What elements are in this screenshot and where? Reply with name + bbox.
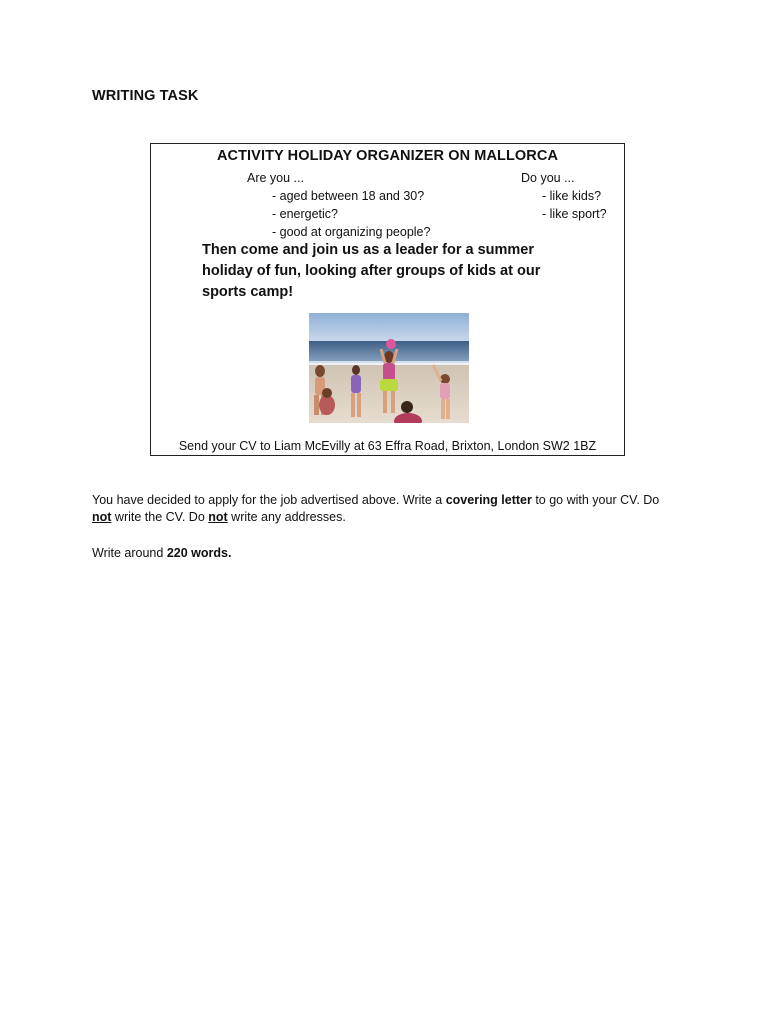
do-you-item: - like sport? <box>542 207 607 221</box>
covering-letter-emphasis: covering letter <box>445 493 532 507</box>
advert-footer: Send your CV to Liam McEvilly at 63 Effra Road, Brixton, London SW2 1BZ <box>178 439 597 453</box>
are-you-item: - good at organizing people? <box>272 225 431 239</box>
are-you-heading: Are you ... <box>247 171 304 185</box>
are-you-item: - energetic? <box>272 207 339 221</box>
are-you-item: - aged between 18 and 30? <box>272 189 425 203</box>
instruction-paragraph <box>92 492 672 526</box>
advert-box <box>150 143 625 456</box>
word-count-emphasis: 220 words. <box>166 546 232 560</box>
instruction-text: write the CV. Do <box>111 510 209 524</box>
task-instructions <box>92 492 672 562</box>
do-you-column <box>521 169 607 223</box>
instruction-text: Write around <box>92 546 167 560</box>
advert-pitch <box>202 240 592 303</box>
page-heading: WRITING TASK <box>92 88 199 104</box>
not-emphasis: not <box>208 510 228 524</box>
pitch-line: sports camp! <box>202 284 294 300</box>
do-you-item: - like kids? <box>542 189 602 203</box>
advert-title: ACTIVITY HOLIDAY ORGANIZER ON MALLORCA <box>216 148 559 164</box>
pitch-line: holiday of fun, looking after groups of kids at our <box>202 263 541 279</box>
word-count-paragraph <box>92 545 672 562</box>
beach-photo <box>309 313 469 423</box>
pitch-line: Then come and join us as a leader for a summer <box>202 242 534 258</box>
instruction-text: to go with your CV. Do <box>531 493 660 507</box>
not-emphasis: not <box>92 510 112 524</box>
instruction-text: write any addresses. <box>227 510 346 524</box>
do-you-heading: Do you ... <box>521 171 575 185</box>
are-you-column <box>247 169 430 241</box>
instruction-text: You have decided to apply for the job advertised above. Write a <box>92 493 446 507</box>
